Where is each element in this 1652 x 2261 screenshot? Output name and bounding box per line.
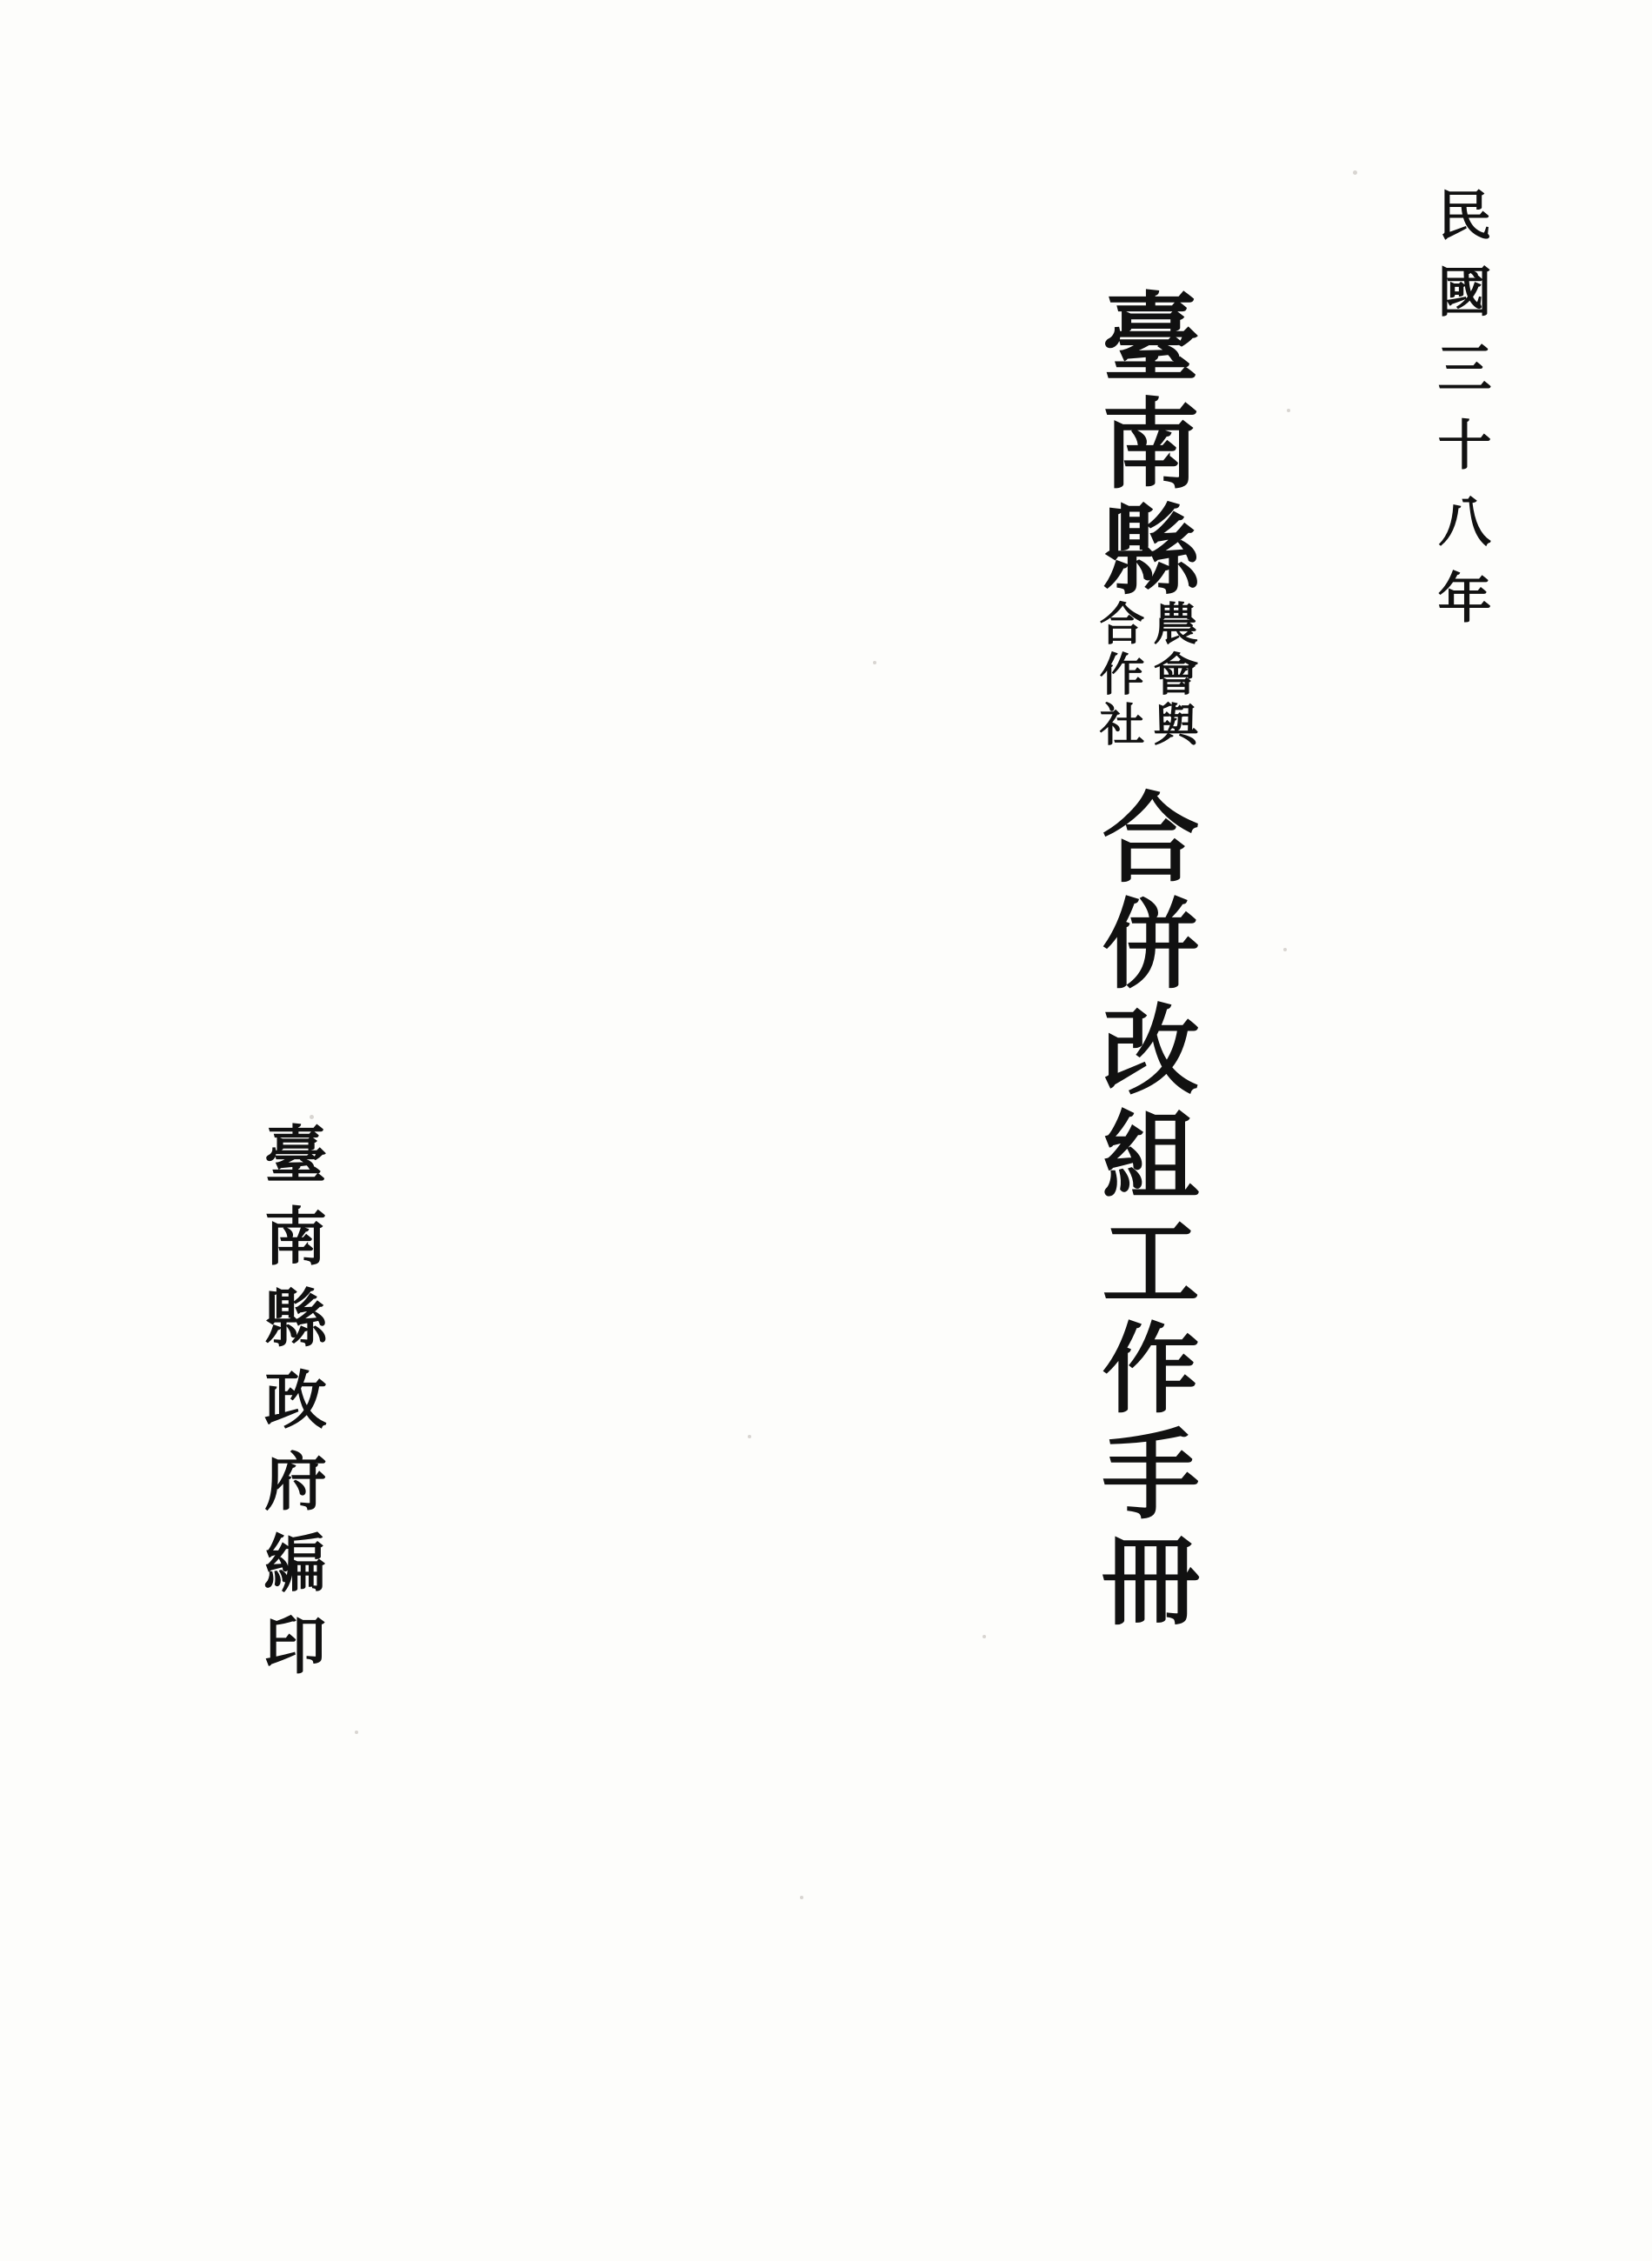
- scan-speck: [310, 1115, 314, 1119]
- title-head: 臺南縣: [1086, 287, 1200, 605]
- title-subcolumn-left: 合作社: [1091, 600, 1144, 751]
- title-subcolumns: [1084, 600, 1198, 783]
- scan-speck: [748, 1435, 751, 1438]
- publisher-imprint: 臺南縣政府編印: [254, 1122, 328, 1694]
- scan-speck: [355, 1731, 358, 1734]
- scan-speck: [983, 1635, 986, 1638]
- publication-year: 民國三十八年: [1429, 187, 1492, 646]
- scan-speck: [800, 1896, 803, 1899]
- scan-speck: [1353, 170, 1357, 175]
- title-subcolumn-right: 農會與: [1145, 600, 1198, 751]
- title-tail: 合併改組工作手冊: [1086, 787, 1200, 1636]
- scan-speck: [873, 661, 876, 664]
- scan-speck: [1283, 948, 1287, 951]
- scan-speck: [1287, 409, 1290, 412]
